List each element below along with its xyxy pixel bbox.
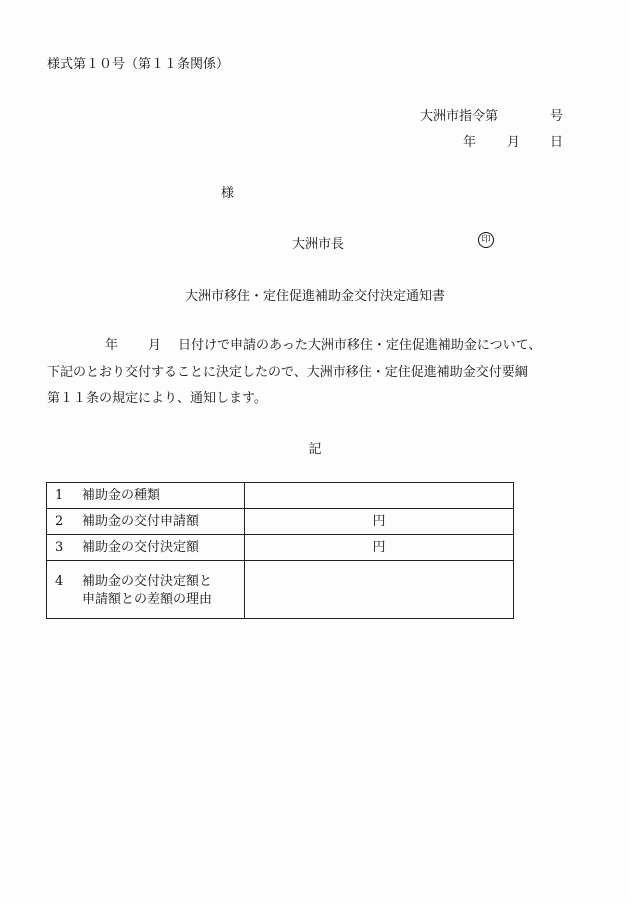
- table-cell-label: [47, 535, 245, 561]
- table-row: [47, 483, 514, 509]
- form-number-label: 様式第１０号（第１１条関係）: [47, 57, 230, 72]
- addressee-honorific: 様: [221, 186, 235, 201]
- item-label: 補助金の交付決定額: [82, 540, 200, 555]
- items-table: [46, 482, 514, 619]
- table-cell-label: [47, 561, 245, 619]
- table-cell-value: 円: [245, 535, 514, 561]
- table-cell-label: [47, 509, 245, 535]
- seal-mark: 印: [478, 232, 494, 248]
- body-month: 月: [148, 338, 162, 353]
- body-year: 年: [105, 338, 119, 353]
- item-number: 2: [55, 514, 64, 529]
- table-row: [47, 535, 514, 561]
- ki-heading: 記: [308, 442, 322, 457]
- table-row: [47, 561, 514, 619]
- body-line-2: 下記のとおり交付することに決定したので、大洲市移住・定住促進補助金交付要綱: [47, 365, 528, 380]
- body-line-3: 第１１条の規定により、通知します。: [47, 391, 267, 406]
- body-line-1-text: 日付けで申請のあった大洲市移住・定住促進補助金について、: [178, 338, 542, 353]
- table-cell-label: [47, 483, 245, 509]
- item-label: 補助金の交付申請額: [82, 514, 200, 529]
- date-year: 年: [463, 135, 477, 150]
- issuer-name: 大洲市長: [292, 237, 345, 252]
- table-cell-value: [245, 483, 514, 509]
- document-title: 大洲市移住・定住促進補助金交付決定通知書: [184, 289, 445, 304]
- item-number: 3: [55, 540, 64, 555]
- item-number: 4: [55, 574, 64, 589]
- item-label-line-1: 補助金の交付決定額と: [82, 574, 213, 589]
- order-number-prefix: 大洲市指令第: [420, 109, 499, 124]
- order-number-suffix: 号: [550, 109, 564, 124]
- table-cell-value: [245, 561, 514, 619]
- table-cell-value: 円: [245, 509, 514, 535]
- item-number: 1: [55, 488, 64, 503]
- date-month: 月: [507, 135, 521, 150]
- table-row: [47, 509, 514, 535]
- item-label-line-2: 申請額との差額の理由: [82, 592, 213, 607]
- date-day: 日: [550, 135, 564, 150]
- item-label: 補助金の種類: [82, 488, 161, 503]
